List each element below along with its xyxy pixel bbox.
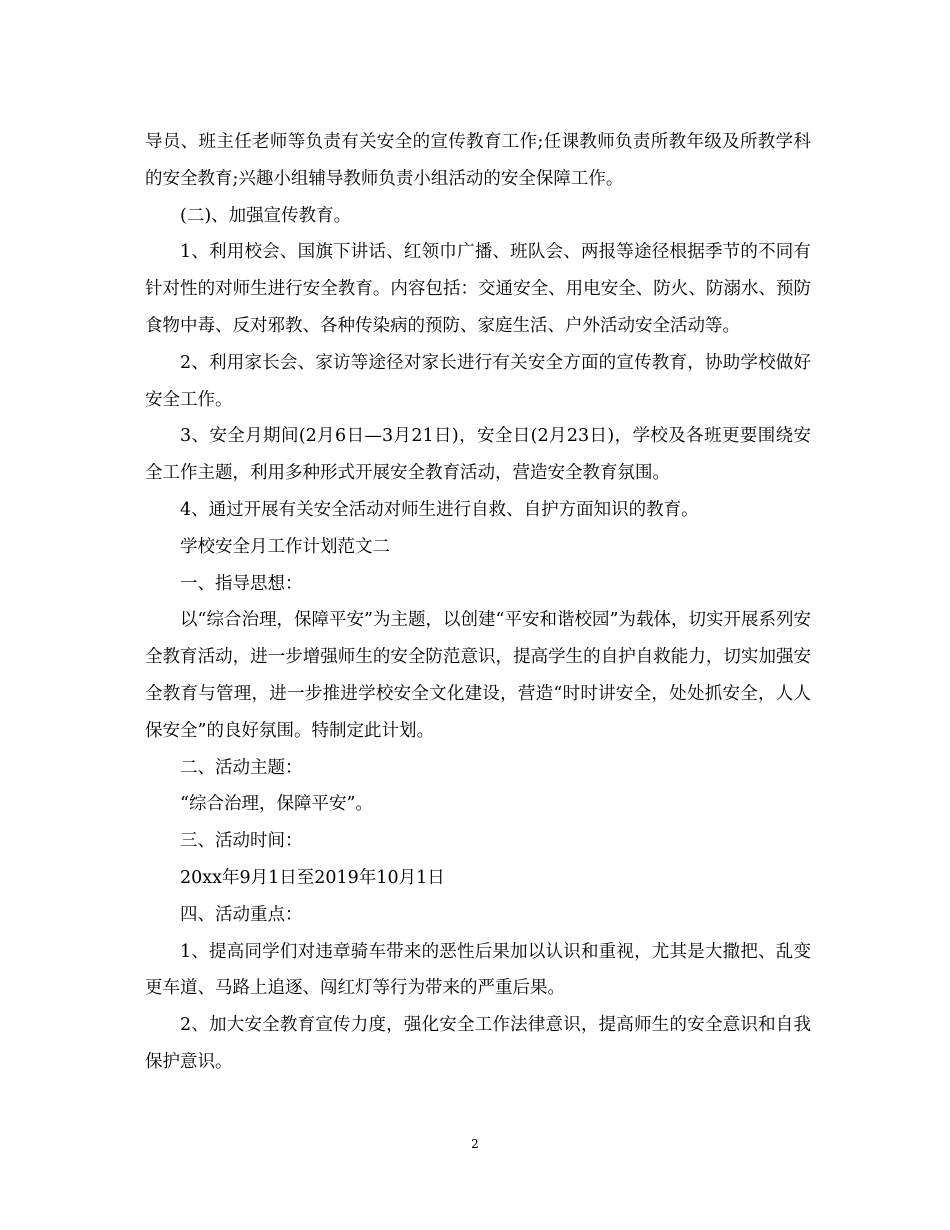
heading-activity-focus: 四、活动重点：	[180, 904, 303, 925]
paragraph-item-4: 4、通过开展有关安全活动对师生进行自救、自护方面知识的教育。	[180, 499, 699, 520]
paragraph-focus-item-2: 2、加大安全教育宣传力度，强化安全工作法律意识，提高师生的安全意识和自我保护意识。	[145, 1015, 811, 1072]
paragraph-activity-theme: “综合治理，保障平安”。	[180, 794, 373, 815]
heading-guiding-ideology: 一、指导思想：	[180, 573, 303, 594]
document-body	[145, 124, 811, 1081]
heading-activity-theme: 二、活动主题：	[180, 757, 303, 778]
paragraph-item-3: 3、安全月期间(2月6日—3月21日)，安全日(2月23日)，学校及各班更要围绕安全工作主题，利用多种形式开展安全教育活动，营造安全教育氛围。	[145, 426, 811, 484]
paragraph-guiding-ideology: 以“综合治理，保障平安”为主题，以创建“平安和谐校园”为载体，切实开展系列安全教育活动，进一步增强师生的安全防范意识，提高学生的自护自救能力，切实加强安全教育与管理，进一步推进学校安全文化建设，营造“时时讲安全，处处抓安全，人人保安全”的良好氛围。特制定此计划。	[145, 610, 811, 741]
heading-strengthen-publicity: (二)、加强宣传教育。	[180, 205, 352, 226]
page-number: 2	[471, 1137, 479, 1151]
section-title-sample-two: 学校安全月工作计划范文二	[180, 536, 390, 557]
paragraph-activity-time: 20xx年9月1日至2019年10月1日	[180, 867, 445, 888]
paragraph-focus-item-1: 1、提高同学们对违章骑车带来的恶性后果加以认识和重视，尤其是大撒把、乱变更车道、马路上追逐、闯红灯等行为带来的严重后果。	[145, 941, 811, 999]
paragraph-item-2: 2、利用家长会、家访等途径对家长进行有关安全方面的宣传教育，协助学校做好安全工作。	[145, 352, 811, 410]
paragraph-responsibilities-continued: 导员、班主任老师等负责有关安全的宣传教育工作;任课教师负责所教年级及所教学科的安全教育;兴趣小组辅导教师负责小组活动的安全保障工作。	[145, 132, 811, 189]
paragraph-item-1: 1、利用校会、国旗下讲话、红领巾广播、班队会、两报等途径根据季节的不同有针对性的对师生进行安全教育。内容包括：交通安全、用电安全、防火、防溺水、预防食物中毒、反对邪教、各种传染病的预防、家庭生活、户外活动安全活动等。	[145, 242, 811, 336]
heading-activity-time: 三、活动时间：	[180, 831, 303, 852]
